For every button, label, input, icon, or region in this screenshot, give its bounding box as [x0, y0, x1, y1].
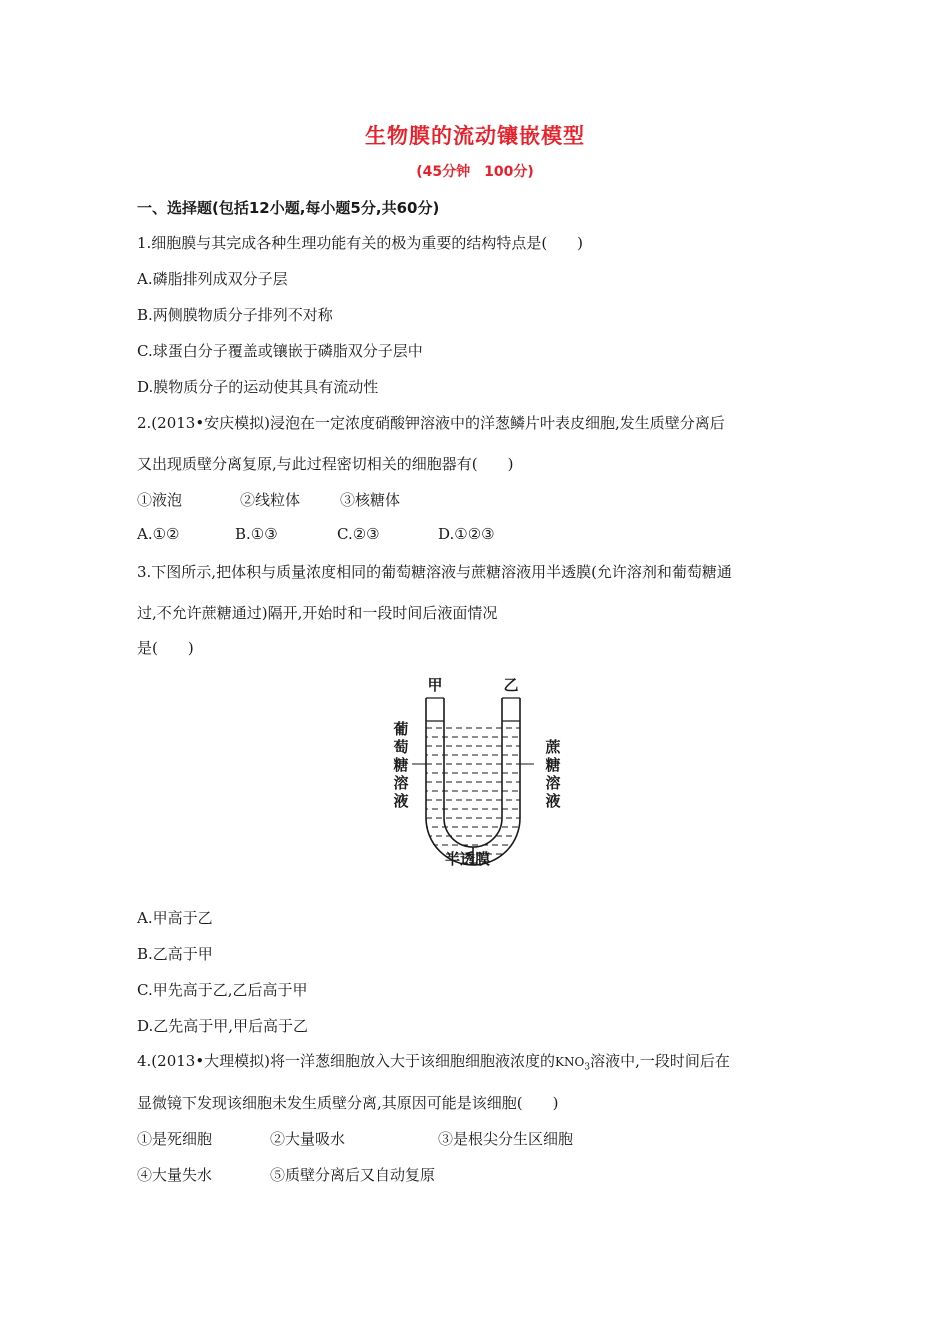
right-solution-char-3: 溶 [545, 774, 561, 792]
right-solution-char-2: 糖 [545, 756, 561, 774]
question-1-option-b: B.两侧膜物质分子排列不对称 [137, 306, 333, 324]
question-2-option-d: D.①②③ [438, 525, 495, 543]
section-heading: 一、选择题(包括12小题,每小题5分,共60分) [137, 199, 440, 217]
left-solution-char-3: 糖 [393, 756, 409, 774]
left-solution-char-4: 溶 [393, 774, 409, 792]
question-4-stem-part-1: 4.(2013•大理模拟)将一洋葱细胞放入大于该细胞细胞液浓度的 [137, 1052, 556, 1070]
question-4-item-2: ②大量吸水 [270, 1130, 346, 1148]
question-2-item-3: ③核糖体 [340, 491, 401, 509]
question-3-option-a: A.甲高于乙 [137, 909, 213, 927]
question-1-option-d: D.膜物质分子的运动使其具有流动性 [137, 378, 379, 396]
question-4-item-3: ③是根尖分生区细胞 [438, 1130, 574, 1148]
question-3-stem-line-2: 过,不允许蔗糖通过)隔开,开始时和一段时间后液面情况 [137, 604, 498, 622]
membrane-label: 半透膜 [445, 850, 491, 868]
question-1-stem: 1.细胞膜与其完成各种生理功能有关的极为重要的结构特点是( ) [137, 234, 584, 252]
u-tube-outer-wall [426, 698, 520, 865]
question-3-option-d: D.乙先高于甲,甲后高于乙 [137, 1017, 309, 1035]
question-4-stem-line-1 [137, 1050, 730, 1072]
kno3-formula [555, 1055, 591, 1073]
left-solution-char-5: 液 [393, 792, 409, 810]
question-1-option-c: C.球蛋白分子覆盖或镶嵌于磷脂双分子层中 [137, 342, 423, 360]
question-4-stem-line-2: 显微镜下发现该细胞未发生质壁分离,其原因可能是该细胞( ) [137, 1094, 559, 1112]
left-solution-char-1: 葡 [393, 720, 409, 738]
question-2-option-b: B.①③ [235, 525, 278, 543]
kno3-base: KNO [555, 1055, 585, 1069]
right-arm-label: 乙 [503, 676, 519, 694]
solution-dashes [426, 728, 520, 863]
question-2-stem-line-1: 2.(2013•安庆模拟)浸泡在一定浓度硝酸钾溶液中的洋葱鳞片叶表皮细胞,发生质壁分离后 [137, 414, 725, 432]
question-2-stem-line-2: 又出现质壁分离复原,与此过程密切相关的细胞器有( ) [137, 455, 514, 473]
question-2-option-a: A.①② [137, 525, 180, 543]
left-arm-label: 甲 [427, 676, 443, 694]
question-3-option-b: B.乙高于甲 [137, 945, 213, 963]
question-4-item-4: ④大量失水 [137, 1166, 213, 1184]
question-3-stem-line-3: 是( ) [137, 639, 194, 657]
page-subtitle: (45分钟 100分) [416, 164, 534, 180]
u-tube-diagram [360, 672, 600, 872]
question-1-option-a: A.磷脂排列成双分子层 [137, 270, 288, 288]
right-solution-char-1: 蔗 [545, 738, 561, 756]
kno3-subscript: 3 [584, 1062, 591, 1073]
question-4-item-1: ①是死细胞 [137, 1130, 213, 1148]
left-solution-char-2: 萄 [393, 738, 409, 756]
question-3-stem-line-1: 3.下图所示,把体积与质量浓度相同的葡萄糖溶液与蔗糖溶液用半透膜(允许溶剂和葡萄糖通 [137, 563, 732, 581]
question-3-option-c: C.甲先高于乙,乙后高于甲 [137, 981, 308, 999]
question-2-item-1: ①液泡 [137, 491, 183, 509]
page-title: 生物膜的流动镶嵌模型 [365, 124, 585, 148]
question-2-item-2: ②线粒体 [240, 491, 301, 509]
question-2-option-c: C.②③ [337, 525, 380, 543]
question-4-item-5: ⑤质壁分离后又自动复原 [270, 1166, 436, 1184]
question-4-stem-part-2: 溶液中,一段时间后在 [590, 1052, 730, 1070]
right-solution-char-4: 液 [545, 792, 561, 810]
u-tube-svg [360, 672, 600, 872]
